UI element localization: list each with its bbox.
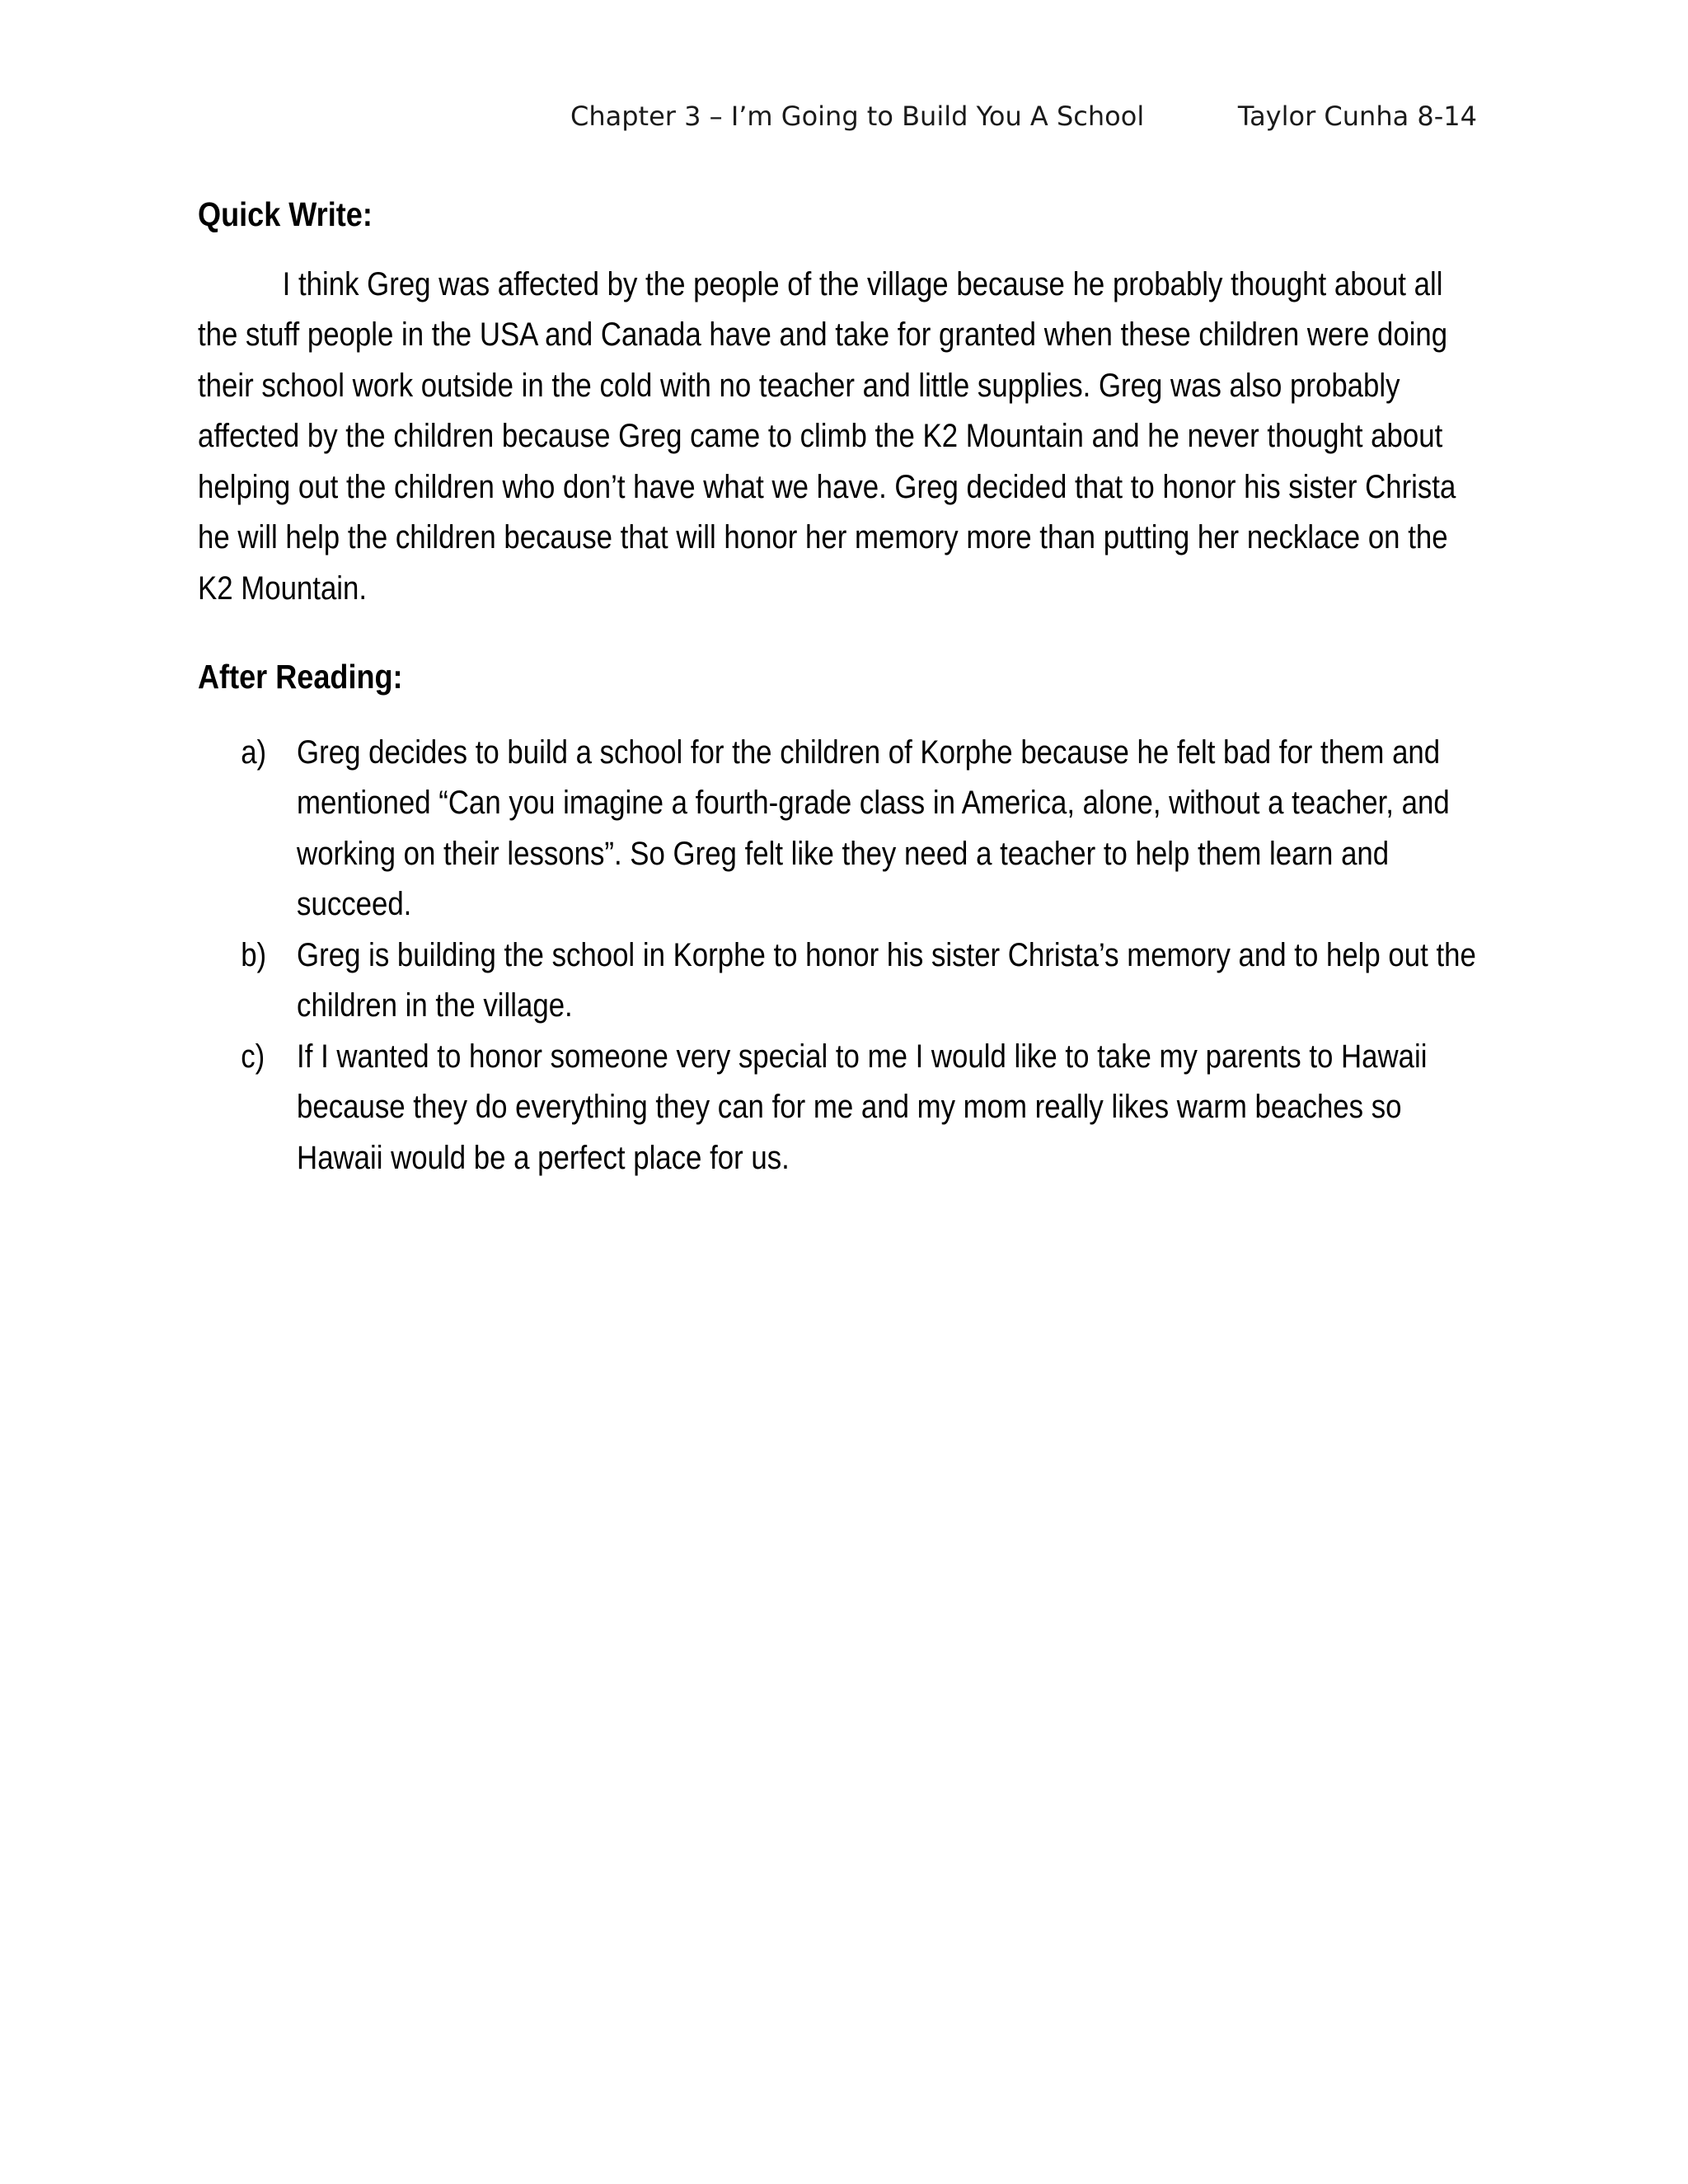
answer-list — [198, 728, 1489, 1184]
answer-marker: a) — [241, 733, 267, 771]
quick-write-heading: Quick Write: — [198, 195, 373, 233]
answer-item-b — [198, 930, 1489, 1032]
answer-text: If I wanted to honor someone very special to me I would like to take my parents to Hawaii because they do everything they can for me and my mom really likes warm beaches so Hawaii would be a perfect place for us. — [297, 1038, 1428, 1176]
answer-item-a — [198, 728, 1489, 930]
document-body — [198, 190, 1484, 1183]
after-reading-heading: After Reading: — [198, 658, 403, 696]
answer-text: Greg is building the school in Korphe to honor his sister Christa’s memory and to help out the children in the village. — [297, 936, 1476, 1024]
answer-marker: b) — [241, 936, 267, 973]
answer-marker: c) — [241, 1038, 265, 1075]
header-title: Chapter 3 – I’m Going to Build You A School — [570, 101, 1145, 132]
page-header — [570, 96, 1477, 137]
header-author: Taylor Cunha 8-14 — [1237, 101, 1477, 132]
answer-item-c — [198, 1032, 1489, 1184]
quick-write-paragraph: I think Greg was affected by the people of the village because he probably thought about all the stuff people in the USA and Canada have and take for granted when these children were doing their school work outside in the cold with no teacher and little supplies. Greg was also probably affected by the children because Greg came to climb the K2 Mountain and he never thought about helping out the children who don’t have what we have. Greg decided that to honor his sister Christa he will help the children because that will honor her memory more than putting her necklace on the K2 Mountain. — [198, 265, 1456, 607]
answer-text: Greg decides to build a school for the children of Korphe because he felt bad for them and mentioned “Can you imagine a fourth-grade class in America, alone, without a teacher, and working on their lessons”. So Greg felt like they need a teacher to help them learn and succeed. — [297, 733, 1450, 922]
